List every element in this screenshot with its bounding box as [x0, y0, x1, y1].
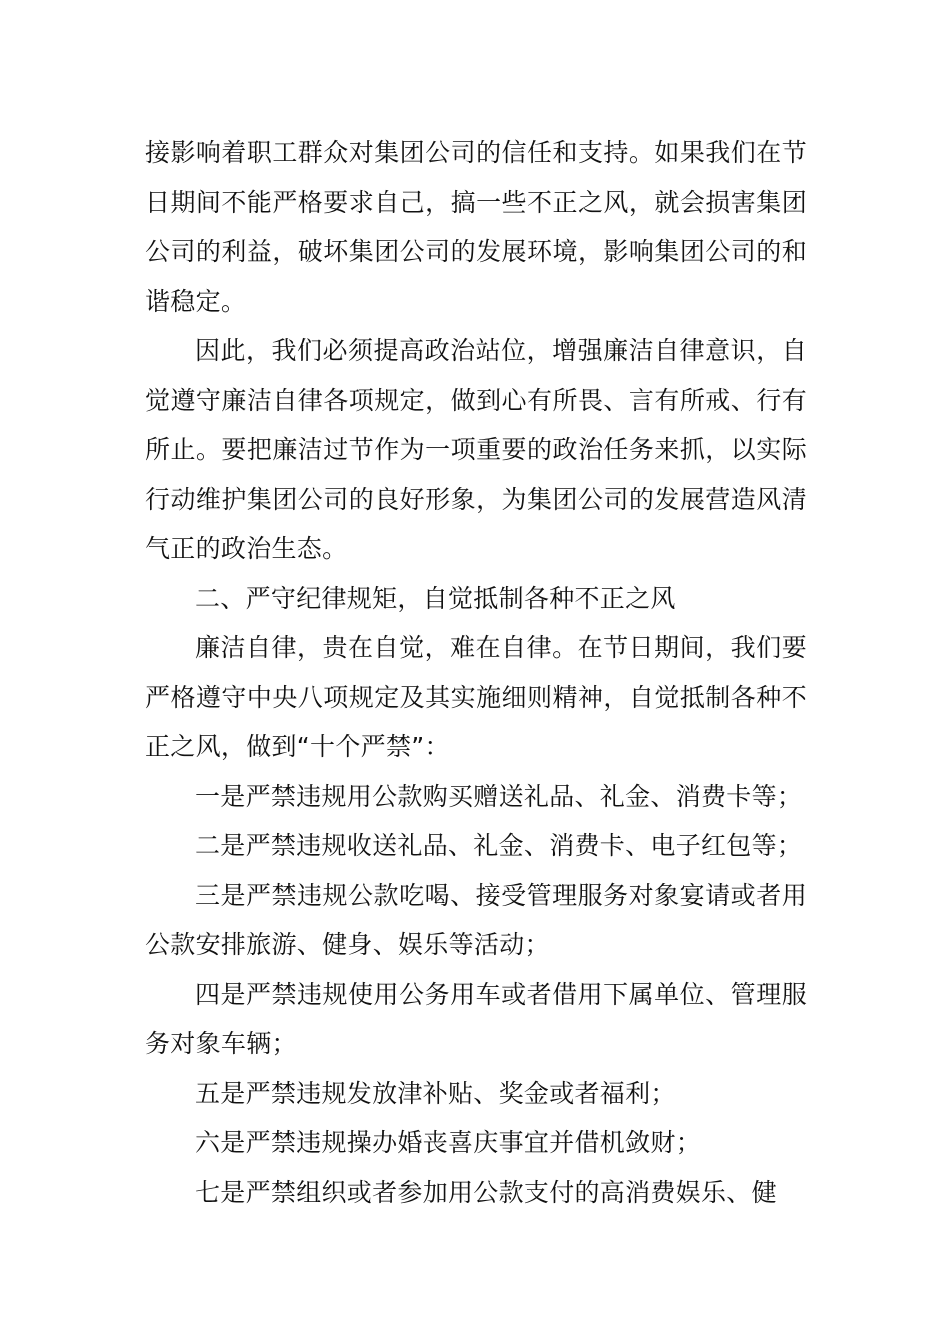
list-item-prohibition-1: 一是严禁违规用公款购买赠送礼品、礼金、消费卡等； — [195, 781, 803, 811]
paragraph-political-stance: 因此，我们必须提高政治站位，增强廉洁自律意识，自觉遵守廉洁自律各项规定，做到心有所畏、言有所戒、行有所止。要把廉洁过节作为一项重要的政治任务来抓，以实际行动维护集团公司的良好形象，为集团公司的发展营造风清气正的政治生态。 — [145, 336, 807, 563]
list-item-prohibition-7: 七是严禁组织或者参加用公款支付的高消费娱乐、健 — [195, 1177, 777, 1207]
list-item-prohibition-5: 五是严禁违规发放津补贴、奖金或者福利； — [195, 1078, 676, 1108]
section-heading-two: 二、严守纪律规矩，自觉抵制各种不正之风 — [195, 583, 676, 613]
paragraph-continuation: 接影响着职工群众对集团公司的信任和支持。如果我们在节日期间不能严格要求自己，搞一些不正之风，就会损害集团公司的利益，破坏集团公司的发展环境，影响集团公司的和谐稳定。 — [145, 138, 807, 316]
list-item-prohibition-3: 三是严禁违规公款吃喝、接受管理服务对象宴请或者用公款安排旅游、健身、娱乐等活动； — [145, 880, 807, 959]
list-item-prohibition-6: 六是严禁违规操办婚丧喜庆事宜并借机敛财； — [195, 1128, 702, 1157]
list-item-prohibition-4: 四是严禁违规使用公务用车或者借用下属单位、管理服务对象车辆； — [145, 979, 807, 1058]
document-body — [145, 128, 807, 1217]
paragraph-self-discipline: 廉洁自律，贵在自觉，难在自律。在节日期间，我们要严格遵守中央八项规定及其实施细则精神，自觉抵制各种不正之风，做到“十个严禁”： — [145, 633, 807, 761]
list-item-prohibition-2: 二是严禁违规收送礼品、礼金、消费卡、电子红包等； — [195, 831, 803, 860]
